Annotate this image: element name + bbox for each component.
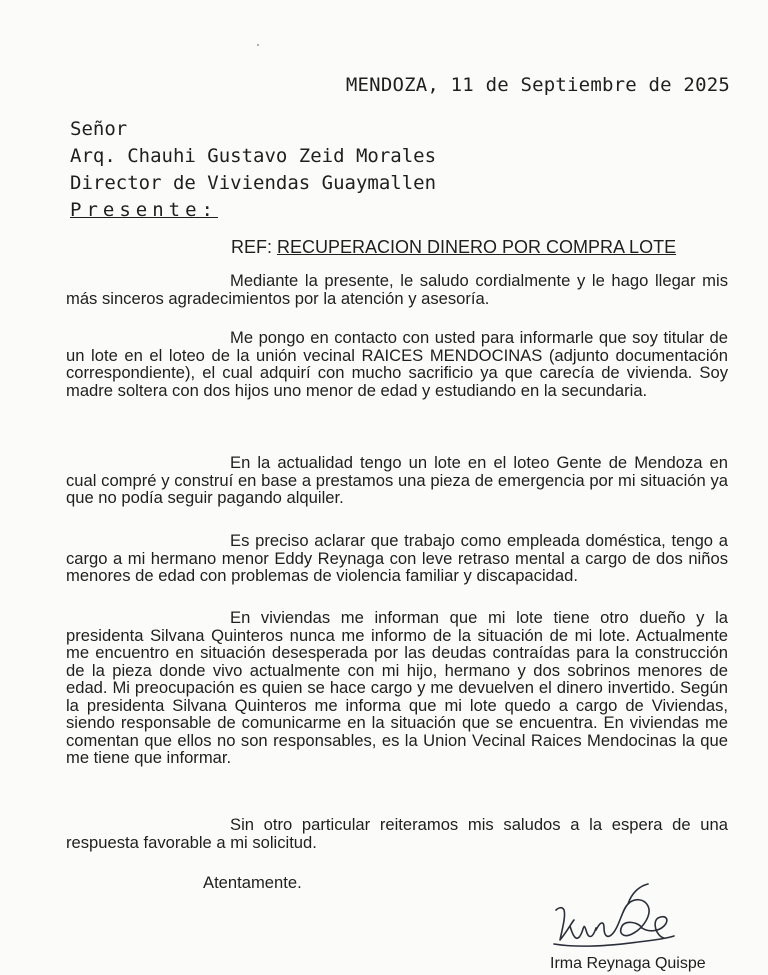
scan-speck bbox=[257, 44, 259, 46]
body-paragraph-5: En viviendas me informan que mi lote tiene otro dueño y la presidenta Silvana Quinteros nunca me informo de la situación de mi lote. Actualmente me encuentro en situación desesperada por las deudas contraídas para la construcción de la pieza donde vivo actualmente con mi hijo, hermano y dos sobrinos menores de edad. Mi preocupación es quien se hace cargo y me devuelven el dinero invertido. Según la presidenta Silvana Quinteros me informa que mi lote quedo a cargo de Viviendas, siendo responsable de comunicarme en la situación que se encuentra. En viviendas me comentan que ellos no son responsables, es la Union Vecinal Raices Mendocinas la que me tiene que informar. bbox=[66, 608, 728, 767]
signer-name: Irma Reynaga Quispe bbox=[550, 955, 706, 972]
recipient-salutation: Señor bbox=[70, 118, 128, 140]
letter-date: MENDOZA, 11 de Septiembre de 2025 bbox=[345, 74, 730, 96]
body-paragraph-3: En la actualidad tengo un lote en el loteo Gente de Mendoza en cual compré y construí en base a prestamos una pieza de emergencia por mi situación ya que no podía seguir pagando alquiler. bbox=[66, 453, 728, 507]
handwritten-signature bbox=[548, 880, 678, 960]
recipient-position: Director de Viviendas Guaymallen bbox=[70, 172, 437, 194]
recipient-block bbox=[70, 116, 436, 224]
recipient-presente: Presente: bbox=[70, 199, 218, 221]
reference-label: REF: bbox=[231, 237, 278, 257]
recipient-name: Arq. Chauhi Gustavo Zeid Morales bbox=[70, 145, 437, 167]
body-paragraph-4: Es preciso aclarar que trabajo como empleada doméstica, tengo a cargo a mi hermano menor Eddy Reynaga con leve retraso mental a cargo de dos niños menores de edad con problemas de violencia familiar y discapacidad. bbox=[66, 531, 728, 585]
reference-line bbox=[231, 237, 676, 258]
body-paragraph-2: Me pongo en contacto con usted para informarle que soy titular de un lote en el loteo de la unión vecinal RAICES MENDOCINAS (adjunto documentación correspondiente), el cual adquirí con mucho sacrificio ya que carecía de vivienda. Soy madre soltera con dos hijos uno menor de edad y estudiando en la secundaria. bbox=[66, 328, 728, 400]
body-paragraph-6: Sin otro particular reiteramos mis saludos a la espera de una respuesta favorable a mi solicitud. bbox=[66, 815, 728, 852]
closing-text: Atentamente. bbox=[203, 873, 302, 892]
reference-subject: RECUPERACION DINERO POR COMPRA LOTE bbox=[277, 237, 677, 257]
body-paragraph-1: Mediante la presente, le saludo cordialmente y le hago llegar mis más sinceros agradecimientos por la atención y asesoría. bbox=[66, 271, 728, 308]
